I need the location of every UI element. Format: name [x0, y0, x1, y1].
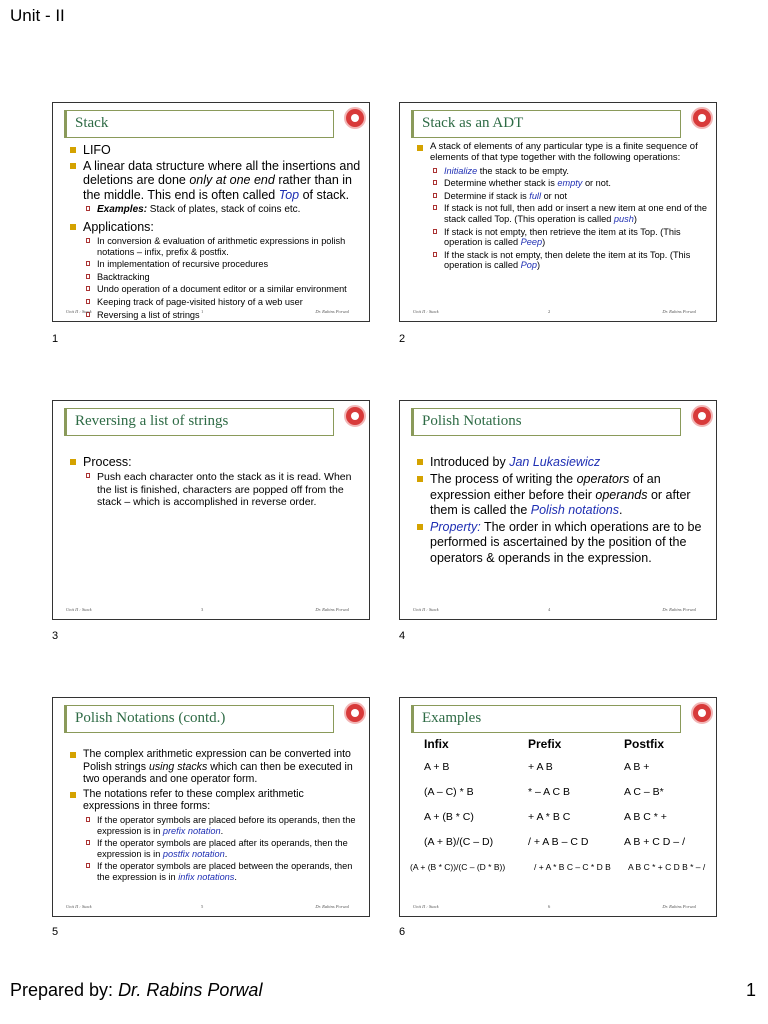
slide-footer: Unit II : Stack 4 Dr. Rabins Porwal	[413, 607, 696, 612]
slide-footer: Unit II : Stack 3 Dr. Rabins Porwal	[66, 607, 349, 612]
slide-4	[399, 400, 717, 620]
slide-3	[52, 400, 370, 620]
university-logo-icon	[344, 702, 366, 724]
table-row	[410, 754, 714, 779]
bullet-item: Applications:	[69, 220, 361, 234]
university-logo-icon	[691, 107, 713, 129]
sub-bullet-item: Determine if stack is full or not	[416, 191, 708, 202]
sub-bullet-item: Push each character onto the stack as it is read. When the list is finished, characters are popped off from the stack – which is accomplished in reverse order.	[69, 471, 361, 509]
table-cell: / + A B – C D	[528, 835, 589, 848]
slide-footer: Unit II : Stack 5 Dr. Rabins Porwal	[66, 904, 349, 909]
slide-title: Reversing a list of strings	[75, 413, 229, 429]
table-cell: A B C * + C D B * – /	[628, 861, 706, 872]
table-row	[410, 804, 714, 829]
slide-body	[69, 143, 361, 322]
slide-body	[69, 455, 361, 511]
table-cell: (A + B)/(C – D)	[424, 835, 494, 848]
slide-title-box	[411, 408, 681, 436]
sub-bullet-item: Examples: Stack of plates, stack of coins etc.	[69, 204, 361, 216]
prepared-by	[10, 980, 262, 1001]
sub-bullet-item: Initialize the stack to be empty.	[416, 166, 708, 177]
slide-body	[69, 748, 361, 885]
slide-number: 3	[52, 630, 59, 642]
university-logo-icon	[691, 702, 713, 724]
table-cell: + A B	[528, 760, 553, 773]
sub-bullet-item: If the operator symbols are placed before its operands, then the expression is in prefix notation.	[69, 815, 361, 836]
bullet-item: Property: The order in which operations are to be performed is ascertained by the position of the operators & operands in the expression.	[416, 520, 708, 566]
table-cell: A B +	[624, 760, 650, 773]
prepared-label: Prepared by:	[10, 980, 119, 1000]
bullet-item: A stack of elements of any particular type is a finite sequence of elements of that type together with the following operations:	[416, 141, 708, 164]
university-logo-icon	[691, 405, 713, 427]
slide-2	[399, 102, 717, 322]
bullet-item: The notations refer to these complex arithmetic expressions in three forms:	[69, 788, 361, 813]
slide-title: Stack	[75, 115, 109, 131]
column-header: Postfix	[624, 737, 665, 751]
sub-bullet-item: If the operator symbols are placed after its operands, then the expression is in postfix notation.	[69, 838, 361, 859]
column-header: Infix	[424, 737, 449, 751]
slide-1	[52, 102, 370, 322]
table-cell: (A – C) * B	[424, 785, 474, 798]
sub-bullet-item: In implementation of recursive procedures	[69, 259, 361, 270]
table-header-row	[410, 734, 714, 754]
slide-5	[52, 697, 370, 917]
sub-bullet-item: If stack is not full, then add or insert a new item at one end of the stack called Top. (This operation is called push)	[416, 203, 708, 224]
slide-title: Polish Notations (contd.)	[75, 710, 226, 726]
slide-number: 2	[399, 333, 406, 345]
slide-number: 4	[399, 630, 406, 642]
table-cell: A B + C D – /	[624, 835, 685, 848]
sub-bullet-item: Undo operation of a document editor or a similar environment	[69, 284, 361, 295]
table-cell: A + B	[424, 760, 450, 773]
bullet-item: LIFO	[69, 143, 361, 157]
slide-title: Examples	[422, 710, 482, 726]
table-row	[410, 829, 714, 854]
page-number: 1	[745, 980, 756, 1000]
examples-table	[410, 734, 714, 879]
author-name: Dr. Rabins Porwal	[118, 980, 263, 1000]
bullet-item: Process:	[69, 455, 361, 469]
table-row	[410, 854, 714, 879]
slide-footer: Unit II : Stack 6 Dr. Rabins Porwal	[413, 904, 696, 909]
slide-title: Stack as an ADT	[422, 115, 524, 131]
slide-body	[416, 455, 708, 568]
bullet-item: A linear data structure where all the insertions and deletions are done only at one end rather than in the middle. This end is often called Top of stack.	[69, 159, 361, 202]
slide-footer: Unit II : Stack 1 Dr. Rabins Porwal	[66, 309, 349, 314]
column-header: Prefix	[528, 737, 562, 751]
slide-number: 5	[52, 926, 59, 938]
sub-bullet-item: In conversion & evaluation of arithmetic expressions in polish notations – infix, prefix & postfix.	[69, 236, 361, 257]
slide-title: Polish Notations	[422, 413, 522, 429]
table-cell: A B C * +	[624, 810, 667, 823]
unit-heading: Unit - II	[10, 6, 65, 25]
table-cell: / + A * B C – C * D B	[534, 861, 611, 872]
table-cell: (A + (B * C))/(C – (D * B))	[410, 861, 506, 872]
sub-bullet-item: If stack is not empty, then retrieve the item at its Top. (This operation is called Peep)	[416, 227, 708, 248]
sub-bullet-item: If the stack is not empty, then delete the item at its Top. (This operation is called Pop)	[416, 250, 708, 271]
slide-number: 6	[399, 926, 406, 938]
table-cell: A + (B * C)	[424, 810, 474, 823]
slide-title-box	[411, 705, 681, 733]
bullet-item: The process of writing the operators of an expression either before their operands or after them is called the Polish notations.	[416, 472, 708, 518]
slide-6	[399, 697, 717, 917]
sub-bullet-item: If the operator symbols are placed between the operands, then the expression is in infix notations.	[69, 861, 361, 882]
slide-body	[416, 141, 708, 273]
sub-bullet-item: Backtracking	[69, 272, 361, 283]
bullet-item: The complex arithmetic expression can be converted into Polish strings using stacks which can then be executed in two operands and one operator form.	[69, 748, 361, 786]
table-cell: + A * B C	[528, 810, 571, 823]
slide-title-box	[64, 408, 334, 436]
table-cell: * – A C B	[528, 785, 571, 798]
table-cell: A C – B*	[624, 785, 664, 798]
university-logo-icon	[344, 405, 366, 427]
sub-bullet-item: Determine whether stack is empty or not.	[416, 178, 708, 189]
slide-title-box	[64, 705, 334, 733]
slide-footer: Unit II : Stack 2 Dr. Rabins Porwal	[413, 309, 696, 314]
sub-bullet-item: Reversing a list of strings	[69, 310, 361, 321]
slide-title-box	[411, 110, 681, 138]
table-row	[410, 779, 714, 804]
bullet-item: Introduced by Jan Lukasiewicz	[416, 455, 708, 470]
university-logo-icon	[344, 107, 366, 129]
sub-bullet-item: Keeping track of page-visited history of a web user	[69, 297, 361, 308]
slide-title-box	[64, 110, 334, 138]
slide-number: 1	[52, 333, 59, 345]
